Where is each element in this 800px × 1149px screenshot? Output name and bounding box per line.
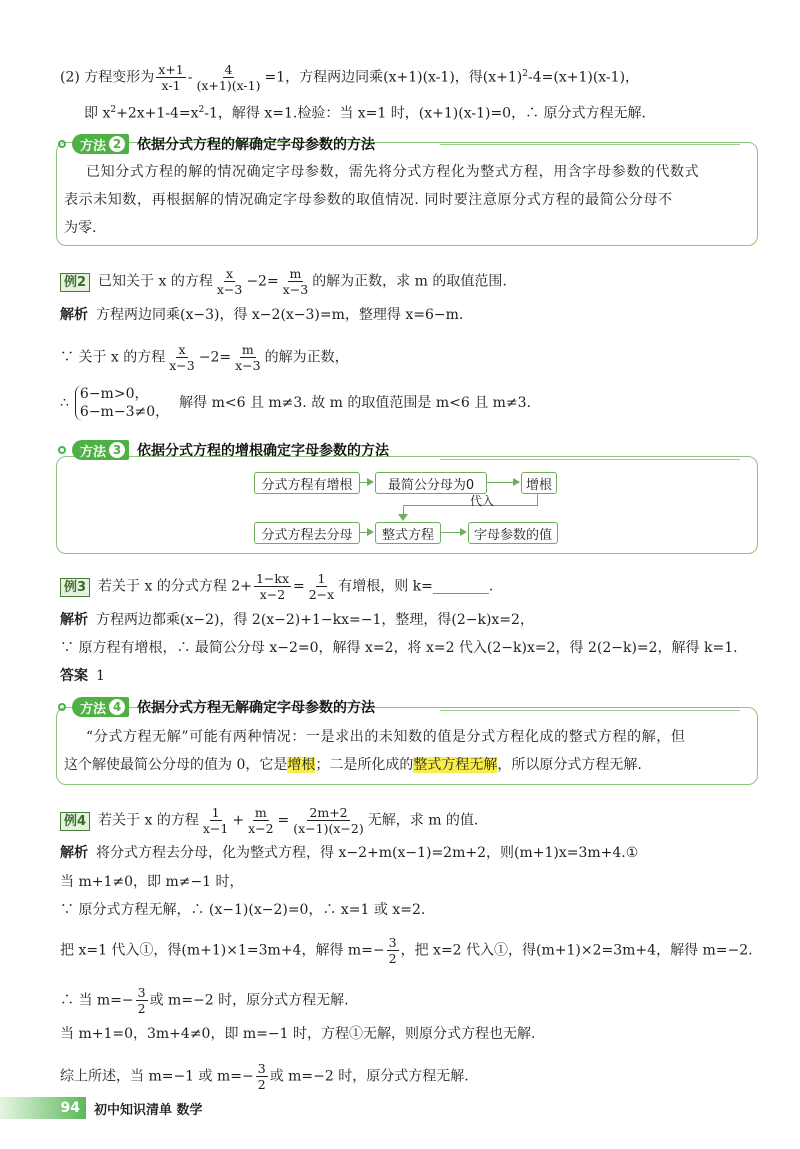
top-line-1: (2) 方程变形为 $\frac{x+1}{x-1}$ - $\frac{4}{(x+1)(x-1)}$ =1，方程两边同乘(x+1)(x-1)，得$(x+1)^2-4=(x+1)(x-1)$， bbox=[60, 62, 640, 93]
example-4-question: 例4 若关于 x 的方程 $\frac{1}{x-1}$ + $\frac{m}{x-2}$ = $\frac{2m+2}{(x-1)(x-2)}$ 无解，求 m 的值. bbox=[60, 805, 478, 836]
method-4-header bbox=[58, 696, 375, 718]
highlight: 整式方程无解 bbox=[413, 757, 498, 773]
flow-arrow bbox=[360, 482, 372, 483]
flow-sub-label: 代入 bbox=[470, 494, 495, 508]
method-4-p1: “分式方程无解”可能有两种情况：一是求出的未知数的值是分式方程化成的整式方程的解，但 bbox=[86, 729, 686, 745]
bullet-icon bbox=[58, 140, 66, 148]
book-title: 初中知识清单 数学 bbox=[94, 1102, 203, 1118]
page-number: 94 bbox=[0, 1097, 86, 1119]
flow-arrow bbox=[360, 532, 372, 533]
page-footer bbox=[0, 1097, 203, 1119]
example-3-question: 例3 若关于 x 的分式方程 2+ $\frac{1-kx}{x-2}$ = $\frac{1}{2-x}$ 有增根，则 k=________. bbox=[60, 571, 493, 602]
example-2-solution-1: 解析 方程两边同乘(x−3)，得 x−2(x−3)=m，整理得 x=6−m. bbox=[60, 307, 464, 323]
flow-box-1: 分式方程有增根 bbox=[254, 472, 360, 494]
example-4-solution-6: 当 m+1=0，3m+4≠0，即 m=−1 时，方程①无解，则原分式方程也无解. bbox=[60, 1026, 536, 1042]
example-4-solution-1: 解析 将分式方程去分母，化为整式方程，得 x−2+m(x−1)=2m+2，则(m+1)x=3m+4.① bbox=[60, 845, 639, 861]
method-2-rule bbox=[440, 144, 740, 145]
example-2-solution-3: ∴ 6−m>0， 6−m−3≠0， 解得 m<6 且 m≠3. 故 m 的取值范围是 m<6 且 m≠3. bbox=[60, 386, 532, 420]
flow-box-6: 字母参数的值 bbox=[468, 522, 558, 544]
bullet-icon bbox=[58, 446, 66, 454]
method-2-p1: 已知分式方程的解的情况确定字母参数，需先将分式方程化为整式方程，用含字母参数的代数式 bbox=[86, 164, 700, 180]
bullet-icon bbox=[58, 703, 66, 711]
example-3-solution-2: ∵ 原方程有增根，∴ 最简公分母 x−2=0，解得 x=2，将 x=2 代入(2−k)x=2，得 2(2−k)=2，解得 k=1. bbox=[60, 640, 738, 656]
method-3-header bbox=[58, 439, 389, 461]
method-tag: 方法 2 bbox=[72, 134, 129, 154]
example-2-question: 例2 已知关于 x 的方程 $\frac{x}{x-3}$ −2= $\frac{m}{x-3}$ 的解为正数，求 m 的取值范围. bbox=[60, 266, 507, 297]
method-2-p3: 为零. bbox=[64, 220, 97, 236]
method-4-title: 依据分式方程无解确定字母参数的方法 bbox=[137, 700, 376, 716]
method-tag: 方法 4 bbox=[72, 697, 129, 717]
method-4-p2: 这个解使最简公分母的值为 0，它是增根；二是所化成的整式方程无解，所以原分式方程无解. bbox=[64, 757, 642, 773]
method-tag: 方法 3 bbox=[72, 440, 129, 460]
flow-box-2: 最简公分母为0 bbox=[375, 472, 487, 494]
method-2-p2: 表示未知数，再根据解的情况确定字母参数的取值情况. 同时要注意原分式方程的最简公分母不 bbox=[64, 192, 673, 208]
top-line-2: 即 $x^2+2x+1-4=x^2-1$，解得 x=1.检验：当 x=1 时，(x+1)(x-1)=0，∴ 原分式方程无解. bbox=[84, 105, 646, 122]
method-3-title: 依据分式方程的增根确定字母参数的方法 bbox=[137, 443, 390, 459]
flow-box-3: 增根 bbox=[521, 472, 557, 494]
method-2-header bbox=[58, 133, 375, 155]
flow-arrow bbox=[441, 532, 465, 533]
flow-box-4: 分式方程去分母 bbox=[254, 522, 360, 544]
brace-system: 6−m>0， 6−m−3≠0， bbox=[75, 385, 169, 421]
example-4-solution-7: 综上所述，当 m=−1 或 m=− $\frac{3}{2}$ 或 m=−2 时，原分式方程无解. bbox=[60, 1061, 469, 1092]
method-3-rule bbox=[440, 459, 740, 460]
example-3-answer: 答案 1 bbox=[60, 668, 105, 684]
method-2-title: 依据分式方程的解确定字母参数的方法 bbox=[137, 137, 376, 153]
flow-box-5: 整式方程 bbox=[375, 522, 441, 544]
example-4-solution-2: 当 m+1≠0，即 m≠−1 时， bbox=[60, 874, 244, 890]
example-2-solution-2: ∵ 关于 x 的方程 $\frac{x}{x-3}$ −2= $\frac{m}{x-3}$ 的解为正数， bbox=[60, 342, 349, 373]
flow-arrowhead bbox=[398, 514, 408, 521]
flow-arrow bbox=[487, 482, 518, 483]
method-4-rule bbox=[440, 710, 740, 711]
example-4-solution-3: ∵ 原分式方程无解，∴ (x−1)(x−2)=0，∴ x=1 或 x=2. bbox=[60, 902, 426, 918]
example-4-solution-5: ∴ 当 m=− $\frac{3}{2}$ 或 m=−2 时，原分式方程无解. bbox=[60, 985, 349, 1016]
highlight: 增根 bbox=[287, 757, 316, 773]
flow-connector bbox=[537, 493, 538, 505]
example-4-solution-4: 把 x=1 代入①，得(m+1)×1=3m+4，解得 m=− $\frac{3}{2}$ ，把 x=2 代入①，得(m+1)×2=3m+4，解得 m=−2. bbox=[60, 935, 753, 966]
example-3-solution-1: 解析 方程两边都乘(x−2)，得 2(x−2)+1−kx=−1，整理，得(2−k)x=2， bbox=[60, 612, 534, 628]
